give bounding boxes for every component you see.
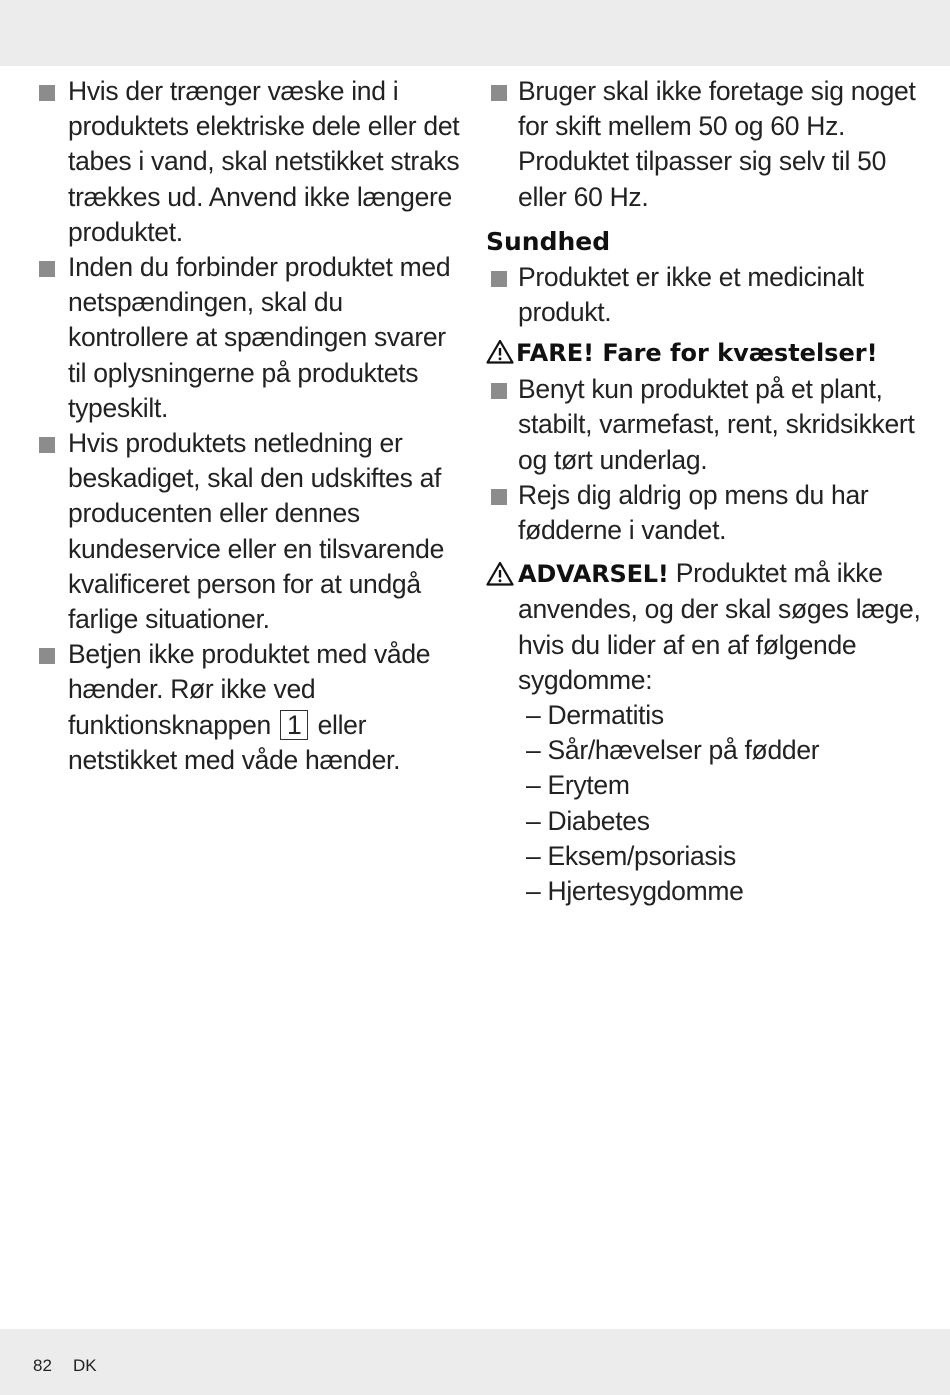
warning-text: Produktet må ikke anvendes, og der skal søges læge, hvis du lider af en af følgende sygdomme: xyxy=(518,558,921,695)
list-item-text: Inden du forbinder produktet med netspændingen, skal du kontrollere at spændingen svarer til oplysningerne på produktets typeskilt. xyxy=(68,252,451,423)
conditions-list xyxy=(486,698,926,909)
list-item-text: Bruger skal ikke foretage sig noget for skift mellem 50 og 60 Hz. Produktet tilpasser sig selv til 50 eller 60 Hz. xyxy=(518,76,916,212)
condition-item: – Erytem xyxy=(526,770,630,801)
list-item-text: Betjen ikke produktet med våde hænder. Rør ikke ved funktionsknappen xyxy=(68,639,431,740)
list-item xyxy=(486,260,926,330)
list-item xyxy=(38,250,466,426)
list-item xyxy=(38,637,466,778)
list-item-text: eller netstikket med våde hænder. xyxy=(68,709,401,775)
square-bullet-icon xyxy=(39,85,55,101)
right-column xyxy=(486,74,926,909)
danger-heading-text: FARE! Fare for kvæstelser! xyxy=(516,339,878,368)
list-item-text: Hvis produktets netledning er beskadiget, skal den udskiftes af producenten eller dennes kundeservice eller en tilsvarende kvalificeret person for at undgå farlige situationer. xyxy=(68,428,445,635)
header-bar xyxy=(0,0,950,66)
list-item-text: Rejs dig aldrig op mens du har fødderne i vandet. xyxy=(518,479,869,546)
page-number: 82 xyxy=(33,1356,52,1375)
list-item-text: Benyt kun produktet på et plant, stabilt, varmefast, rent, skridsikkert og tørt underlag. xyxy=(518,374,915,475)
square-bullet-icon xyxy=(39,437,55,453)
square-bullet-icon xyxy=(491,85,507,101)
square-bullet-icon xyxy=(491,271,507,287)
footer-bar xyxy=(0,1329,950,1395)
condition-item: – Hjertesygdomme xyxy=(526,876,744,907)
square-bullet-icon xyxy=(39,261,55,277)
list-item xyxy=(38,74,466,250)
condition-item: – Eksem/psoriasis xyxy=(526,840,736,871)
square-bullet-icon xyxy=(491,383,507,399)
left-column xyxy=(38,74,466,778)
function-button-reference: 1 xyxy=(280,710,308,740)
list-item xyxy=(486,478,926,548)
list-item xyxy=(486,372,926,478)
language-code: DK xyxy=(73,1356,97,1375)
condition-item: – Sår/hævelser på fødder xyxy=(526,735,820,766)
list-item-text: Hvis der trænger væske ind i produktets elektriske dele eller det tabes i vand, skal netstikket straks trækkes ud. Anvend ikke længere produktet. xyxy=(68,76,460,247)
warning-triangle-icon xyxy=(486,561,514,586)
condition-item: – Dermatitis xyxy=(526,700,664,731)
square-bullet-icon xyxy=(39,648,55,664)
warning-block xyxy=(486,556,926,698)
list-item xyxy=(38,426,466,637)
warning-triangle-icon xyxy=(486,339,514,364)
warning-label: ADVARSEL! xyxy=(518,560,669,589)
danger-heading xyxy=(486,338,926,368)
list-item-text: Produktet er ikke et medicinalt produkt. xyxy=(518,261,864,328)
section-heading-health: Sundhed xyxy=(486,226,611,256)
list-item xyxy=(486,74,926,215)
square-bullet-icon xyxy=(491,489,507,505)
condition-item: – Diabetes xyxy=(526,805,650,836)
